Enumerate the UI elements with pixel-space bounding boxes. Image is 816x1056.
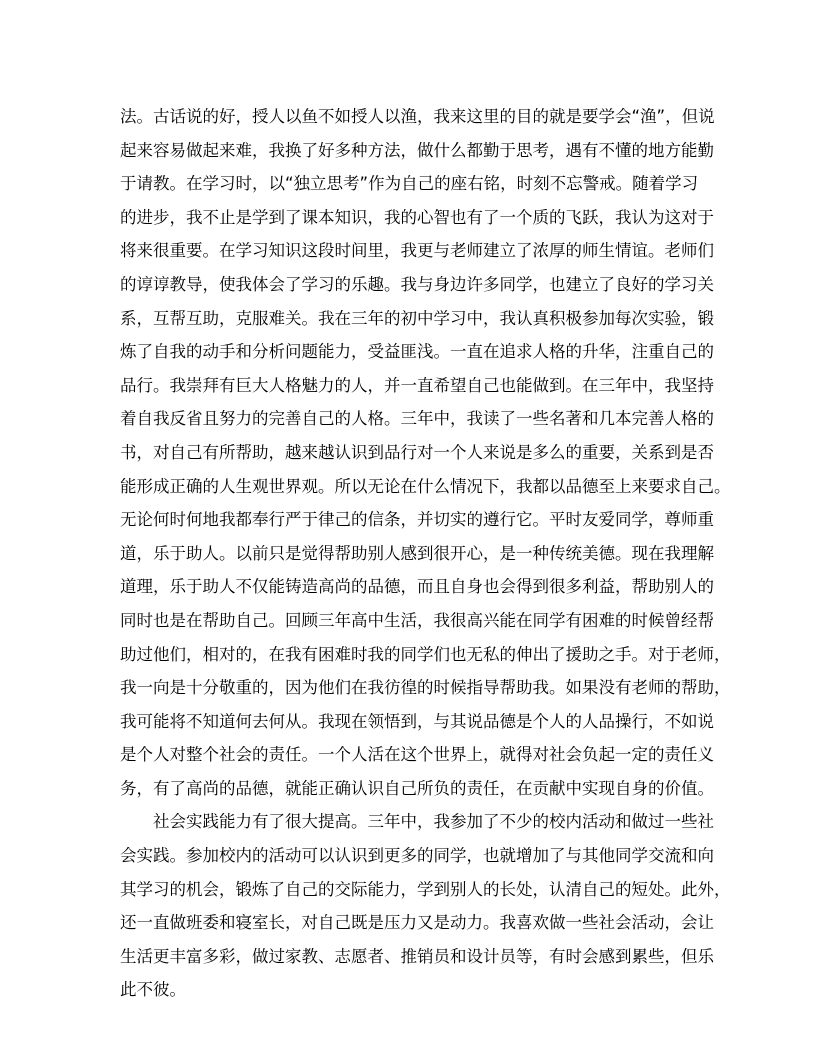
text-line: 着自我反省且努力的完善自己的人格。三年中，我读了一些名著和几本完善人格的 xyxy=(120,409,714,429)
text-line: 此不彼。 xyxy=(120,980,186,1000)
text-line: 能形成正确的人生观世界观。所以无论在什么情况下，我都以品德至上来要求自己。 xyxy=(120,476,731,496)
document-page xyxy=(120,100,731,1007)
text-line: 炼了自我的动手和分析问题能力，受益匪浅。一直在追求人格的升华，注重自己的 xyxy=(120,342,714,362)
text-line: 助过他们，相对的，在我有困难时我的同学们也无私的伸出了援助之手。对于老师， xyxy=(120,644,731,664)
text-line: 还一直做班委和寝室长，对自己既是压力又是动力。我喜欢做一些社会活动，会让 xyxy=(120,913,714,933)
text-line: 我一向是十分敬重的，因为他们在我彷徨的时候指导帮助我。如果没有老师的帮助， xyxy=(120,678,731,698)
paragraph-1 xyxy=(120,100,731,805)
text-line: 会实践。参加校内的活动可以认识到更多的同学，也就增加了与其他同学交流和向 xyxy=(120,846,714,866)
text-line: 书，对自己有所帮助，越来越认识到品行对一个人来说是多么的重要，关系到是否 xyxy=(120,442,714,462)
text-line: 务，有了高尚的品德，就能正确认识自己所负的责任，在贡献中实现自身的价值。 xyxy=(120,778,714,798)
text-line: 于请教。在学习时，以“独立思考”作为自己的座右铭，时刻不忘警戒。随着学习 xyxy=(120,174,699,194)
text-line: 的进步，我不止是学到了课本知识，我的心智也有了一个质的飞跃，我认为这对于 xyxy=(120,207,714,227)
text-line: 社会实践能力有了很大提高。三年中，我参加了不少的校内活动和做过一些社 xyxy=(153,812,714,832)
text-line: 将来很重要。在学习知识这段时间里，我更与老师建立了浓厚的师生情谊。老师们 xyxy=(120,241,714,261)
text-line: 同时也是在帮助自己。回顾三年高中生活，我很高兴能在同学有困难的时候曾经帮 xyxy=(120,610,714,630)
text-line: 道，乐于助人。以前只是觉得帮助别人感到很开心，是一种传统美德。现在我理解 xyxy=(120,543,714,563)
text-line: 其学习的机会，锻炼了自己的交际能力，学到别人的长处，认清自己的短处。此外， xyxy=(120,879,731,899)
text-line: 是个人对整个社会的责任。一个人活在这个世界上，就得对社会负起一定的责任义 xyxy=(120,745,714,765)
text-line: 系，互帮互助，克服难关。我在三年的初中学习中，我认真积极参加每次实验，锻 xyxy=(120,308,714,328)
text-line: 品行。我崇拜有巨大人格魅力的人，并一直希望自己也能做到。在三年中，我坚持 xyxy=(120,375,714,395)
text-line: 我可能将不知道何去何从。我现在领悟到，与其说品德是个人的人品操行，不如说 xyxy=(120,711,714,731)
paragraph-2 xyxy=(120,805,731,1007)
text-line: 起来容易做起来难，我换了好多种方法，做什么都勤于思考，遇有不懂的地方能勤 xyxy=(120,140,714,160)
text-line: 法。古话说的好，授人以鱼不如授人以渔，我来这里的目的就是要学会“渔”，但说 xyxy=(120,107,715,126)
text-line: 道理，乐于助人不仅能铸造高尚的品德，而且自身也会得到很多利益，帮助别人的 xyxy=(120,577,714,597)
text-line: 生活更丰富多彩，做过家教、志愿者、推销员和设计员等，有时会感到累些，但乐 xyxy=(120,946,714,966)
text-line: 的谆谆教导，使我体会了学习的乐趣。我与身边许多同学，也建立了良好的学习关 xyxy=(120,274,714,294)
text-line: 无论何时何地我都奉行严于律己的信条，并切实的遵行它。平时友爱同学，尊师重 xyxy=(120,510,714,530)
